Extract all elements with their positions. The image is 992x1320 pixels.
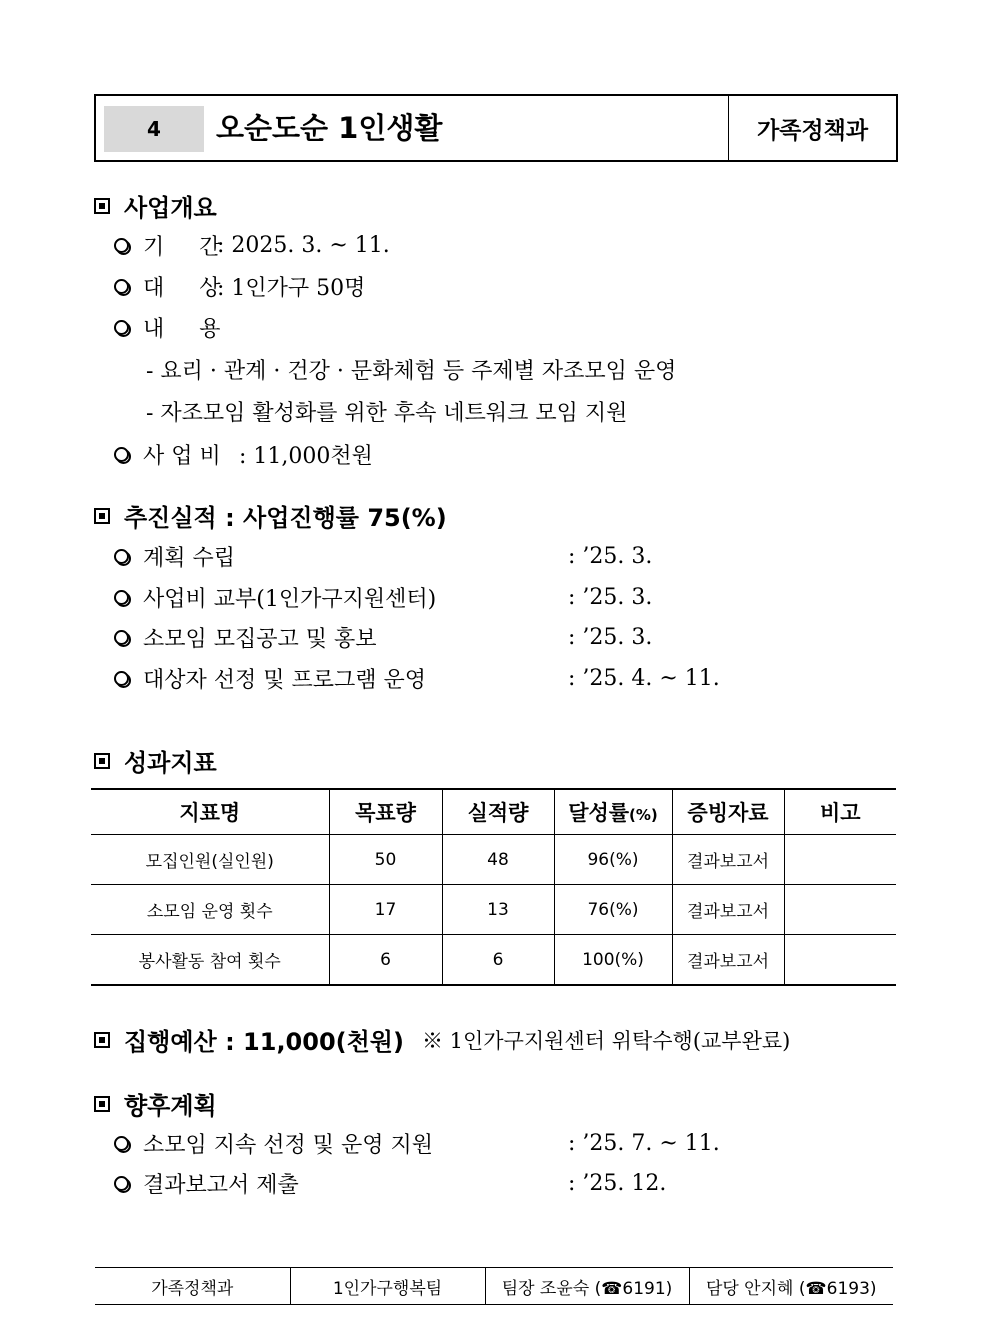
footer-team-leader: 팀장 조윤숙 (☎6191)	[485, 1268, 689, 1305]
cell-rate: 76(%)	[554, 885, 672, 935]
period-value: : 2025. 3. ~ 11.	[217, 232, 390, 258]
budget-value: : 11,000천원	[239, 443, 373, 469]
title-department: 가족정책과	[756, 117, 869, 144]
circle-bullet-icon	[114, 279, 129, 294]
progress-item	[114, 582, 814, 612]
progress-item-date: : ’25. 3.	[568, 543, 653, 569]
overview-heading	[94, 188, 217, 223]
overview-budget	[114, 439, 373, 469]
footer-team: 1인가구행복팀	[290, 1268, 485, 1305]
page-title: 오순도순 1인생활	[216, 111, 443, 145]
col-header-rate	[554, 789, 672, 835]
cell-note	[784, 935, 896, 986]
progress-item-label: 대상자 선정 및 프로그램 운영	[143, 667, 426, 693]
rate-header-unit: (%)	[629, 806, 658, 824]
circle-bullet-icon	[114, 320, 129, 335]
future-heading-text: 향후계획	[124, 1092, 217, 1120]
square-bullet-icon	[94, 198, 110, 214]
circle-bullet-icon	[114, 630, 129, 645]
future-heading	[94, 1086, 217, 1121]
future-item-date: : ’25. 7. ~ 11.	[568, 1130, 720, 1156]
period-label: 기 간	[143, 234, 221, 260]
progress-heading-text: 추진실적 : 사업진행률 75(%)	[124, 504, 447, 532]
progress-item	[114, 622, 814, 652]
footer-department: 가족정책과	[95, 1268, 290, 1305]
table-row	[91, 885, 896, 935]
cell-indicator: 모집인원(실인원)	[91, 835, 329, 885]
circle-bullet-icon	[114, 549, 129, 564]
cell-actual: 6	[442, 935, 554, 986]
circle-bullet-icon	[114, 238, 129, 253]
future-item	[114, 1168, 814, 1198]
cell-rate: 100(%)	[554, 935, 672, 986]
content-item: - 자조모임 활성화를 위한 후속 네트워크 모임 지원	[146, 400, 628, 426]
col-header-evidence: 증빙자료	[672, 789, 784, 835]
square-bullet-icon	[94, 508, 110, 524]
cell-target: 50	[329, 835, 442, 885]
content-item: - 요리 · 관계 · 건강 · 문화체험 등 주제별 자조모임 운영	[146, 358, 677, 384]
progress-item	[114, 663, 814, 693]
target-label: 대 상	[143, 275, 221, 301]
cell-actual: 48	[442, 835, 554, 885]
col-header-note: 비고	[784, 789, 896, 835]
overview-content	[114, 312, 220, 342]
cell-actual: 13	[442, 885, 554, 935]
cell-target: 6	[329, 935, 442, 986]
footer-contact-table	[95, 1267, 893, 1305]
circle-bullet-icon	[114, 671, 129, 686]
table-row	[91, 835, 896, 885]
cell-indicator: 소모임 운영 횟수	[91, 885, 329, 935]
cell-target: 17	[329, 885, 442, 935]
progress-item-date: : ’25. 4. ~ 11.	[568, 665, 720, 691]
footer-row	[95, 1268, 893, 1305]
future-item-label: 소모임 지속 선정 및 운영 지원	[143, 1132, 433, 1158]
budget-exec-heading-text: 집행예산 : 11,000(천원)	[124, 1028, 404, 1056]
table-row	[91, 935, 896, 986]
kpi-table	[91, 788, 896, 986]
budget-label: 사 업 비	[143, 443, 221, 469]
col-header-indicator: 지표명	[91, 789, 329, 835]
circle-bullet-icon	[114, 447, 129, 462]
cell-note	[784, 885, 896, 935]
overview-heading-text: 사업개요	[124, 194, 217, 222]
square-bullet-icon	[94, 1032, 110, 1048]
col-header-actual: 실적량	[442, 789, 554, 835]
cell-evidence: 결과보고서	[672, 835, 784, 885]
circle-bullet-icon	[114, 1176, 129, 1191]
title-box	[94, 94, 898, 162]
kpi-heading-text: 성과지표	[124, 749, 217, 777]
future-item-date: : ’25. 12.	[568, 1170, 667, 1196]
cell-note	[784, 835, 896, 885]
progress-item	[114, 541, 814, 571]
progress-item-label: 사업비 교부(1인가구지원센터)	[143, 586, 437, 612]
cell-rate: 96(%)	[554, 835, 672, 885]
circle-bullet-icon	[114, 1136, 129, 1151]
col-header-target: 목표량	[329, 789, 442, 835]
overview-target	[114, 271, 365, 301]
section-number: 4	[104, 106, 204, 152]
footer-manager: 담당 안지혜 (☎6193)	[689, 1268, 893, 1305]
rate-header-text: 달성률	[568, 801, 630, 825]
progress-item-date: : ’25. 3.	[568, 624, 653, 650]
overview-period	[114, 230, 390, 260]
progress-item-label: 계획 수립	[143, 545, 236, 571]
cell-evidence: 결과보고서	[672, 935, 784, 986]
progress-item-label: 소모임 모집공고 및 홍보	[143, 626, 377, 652]
content-label: 내 용	[143, 316, 221, 342]
progress-item-date: : ’25. 3.	[568, 584, 653, 610]
progress-heading	[94, 498, 447, 533]
square-bullet-icon	[94, 753, 110, 769]
circle-bullet-icon	[114, 590, 129, 605]
future-item-label: 결과보고서 제출	[143, 1172, 299, 1198]
budget-exec-note: ※ 1인가구지원센터 위탁수행(교부완료)	[421, 1028, 791, 1053]
budget-exec-heading	[94, 1022, 790, 1057]
future-item	[114, 1128, 814, 1158]
square-bullet-icon	[94, 1096, 110, 1112]
cell-evidence: 결과보고서	[672, 885, 784, 935]
kpi-heading	[94, 743, 217, 778]
target-value: : 1인가구 50명	[217, 275, 366, 301]
table-header-row	[91, 789, 896, 835]
cell-indicator: 봉사활동 참여 횟수	[91, 935, 329, 986]
